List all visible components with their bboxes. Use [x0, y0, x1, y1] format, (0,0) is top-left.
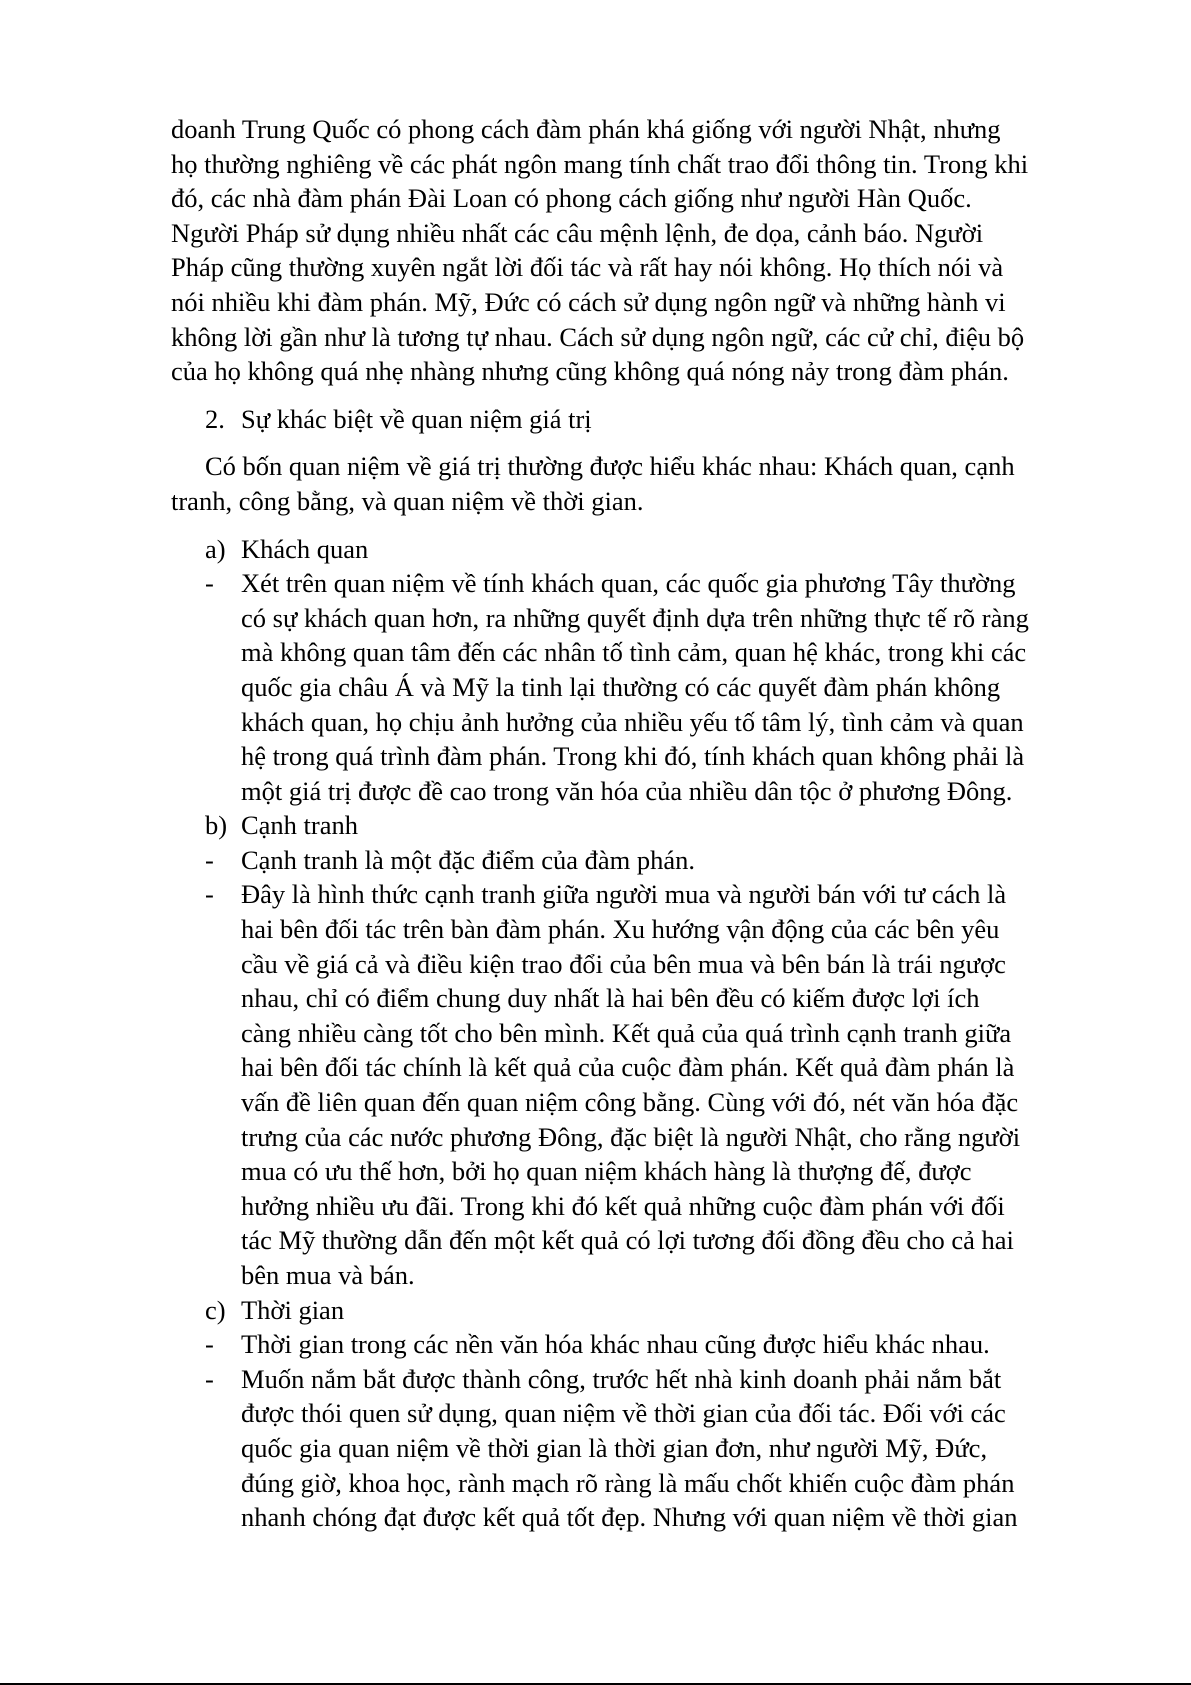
text-line: Người Pháp sử dụng nhiều nhất các câu mệnh lệnh, đe dọa, cảnh báo. Người: [171, 217, 984, 248]
text-line: không lời gần như là tương tự nhau. Cách sử dụng ngôn ngữ, các cử chỉ, điệu bộ: [171, 321, 1025, 352]
text-line: khách quan, họ chịu ảnh hưởng của nhiều yếu tố tâm lý, tình cảm và quan: [241, 706, 1024, 737]
dash-marker: -: [205, 844, 214, 875]
bullet-item: [171, 843, 1081, 878]
dash-marker: -: [205, 1329, 214, 1360]
text-line: nhanh chóng đạt được kết quả tốt đẹp. Nhưng với quan niệm về thời gian: [241, 1502, 1018, 1533]
text-line: Thời gian trong các nền văn hóa khác nhau cũng được hiểu khác nhau.: [241, 1329, 990, 1360]
list-item-title: Thời gian: [241, 1294, 345, 1325]
text-line: Đây là hình thức cạnh tranh giữa người mua và người bán với tư cách là: [241, 879, 1007, 910]
list-item-c: [171, 1293, 1081, 1535]
text-line: quốc gia châu Á và Mỹ la tinh lại thường có các quyết đàm phán không: [241, 671, 1001, 702]
text-line: đúng giờ, khoa học, rành mạch rõ ràng là mấu chốt khiến cuộc đàm phán: [241, 1467, 1015, 1498]
list-item-title: Cạnh tranh: [241, 810, 359, 841]
text-line: mua có ưu thế hơn, bởi họ quan niệm khách hàng là thượng đế, được: [241, 1156, 972, 1187]
intro-paragraph: [171, 112, 1081, 389]
text-line: Pháp cũng thường xuyên ngắt lời đối tác và rất hay nói không. Họ thích nói và: [171, 252, 1004, 283]
section-number: 2.: [205, 403, 225, 434]
text-line: Cạnh tranh là một đặc điểm của đàm phán.: [241, 844, 696, 875]
list-marker: a): [205, 533, 226, 564]
text-line: một giá trị được đề cao trong văn hóa của nhiều dân tộc ở phương Đông.: [241, 775, 1013, 806]
text-line: bên mua và bán.: [241, 1260, 415, 1290]
section-title: Sự khác biệt về quan niệm giá trị: [241, 403, 592, 434]
bullet-item: [171, 1362, 1081, 1535]
text-line: của họ không quá nhẹ nhàng nhưng cũng không quá nóng nảy trong đàm phán.: [171, 356, 1009, 387]
text-line: hai bên đối tác trên bàn đàm phán. Xu hướng vận động của các bên yêu: [241, 914, 1000, 945]
dash-marker: -: [205, 1363, 214, 1394]
text-line: hưởng nhiều ưu đãi. Trong khi đó kết quả những cuộc đàm phán với đối: [241, 1190, 1005, 1221]
text-line: hai bên đối tác chính là kết quả của cuộc đàm phán. Kết quả đàm phán là: [241, 1052, 1015, 1083]
text-line: có sự khách quan hơn, ra những quyết định dựa trên những thực tế rõ ràng: [241, 602, 1029, 633]
list-item-title: Khách quan: [241, 533, 369, 564]
bullet-item: [171, 877, 1081, 1292]
text-line: nhau, chỉ có điểm chung duy nhất là hai bên đều có kiếm được lợi ích: [241, 983, 980, 1014]
text-line: mà không quan tâm đến các nhân tố tình cảm, quan hệ khác, trong khi các: [241, 637, 1027, 668]
text-line: trưng của các nước phương Đông, đặc biệt là người Nhật, cho rằng người: [241, 1121, 1021, 1152]
text-line: Có bốn quan niệm về giá trị thường được hiểu khác nhau: Khách quan, cạnh: [205, 451, 1015, 482]
text-line: cầu về giá cả và điều kiện trao đổi của bên mua và bên bán là trái ngược: [241, 948, 1006, 979]
text-line: nói nhiều khi đàm phán. Mỹ, Đức có cách sử dụng ngôn ngữ và những hành vi: [171, 286, 1006, 317]
text-line: càng nhiều càng tốt cho bên mình. Kết quả của quá trình cạnh tranh giữa: [241, 1017, 1012, 1048]
text-line: đó, các nhà đàm phán Đài Loan có phong cách giống như người Hàn Quốc.: [171, 183, 972, 214]
list-item-b: [171, 808, 1081, 1292]
text-line: tranh, công bằng, và quan niệm về thời gian.: [171, 485, 644, 516]
text-line: được thói quen sử dụng, quan niệm về thời gian của đối tác. Đối với các: [241, 1398, 1006, 1429]
text-line: doanh Trung Quốc có phong cách đàm phán khá giống với người Nhật, nhưng: [171, 114, 1001, 144]
values-paragraph: [171, 449, 1081, 518]
bullet-item: [171, 566, 1081, 808]
list-marker: b): [205, 810, 228, 841]
text-line: Xét trên quan niệm về tính khách quan, các quốc gia phương Tây thường: [241, 568, 1016, 599]
text-line: quốc gia quan niệm về thời gian là thời gian đơn, như người Mỹ, Đức,: [241, 1432, 988, 1463]
section-heading-2: [171, 402, 1081, 437]
dash-marker: -: [205, 879, 214, 910]
text-line: họ thường nghiêng về các phát ngôn mang tính chất trao đổi thông tin. Trong khi: [171, 148, 1029, 179]
text-line: vấn đề liên quan đến quan niệm công bằng. Cùng với đó, nét văn hóa đặc: [241, 1087, 1019, 1118]
bullet-item: [171, 1327, 1081, 1362]
dash-marker: -: [205, 568, 214, 599]
text-line: Muốn nắm bắt được thành công, trước hết nhà kinh doanh phải nắm bắt: [241, 1363, 1002, 1394]
list-item-a: [171, 532, 1081, 809]
list-marker: c): [205, 1294, 226, 1325]
page-content: [171, 112, 1081, 1535]
text-line: hệ trong quá trình đàm phán. Trong khi đó, tính khách quan không phải là: [241, 741, 1025, 772]
text-line: tác Mỹ thường dẫn đến một kết quả có lợi tương đối đồng đều cho cả hai: [241, 1225, 1014, 1256]
